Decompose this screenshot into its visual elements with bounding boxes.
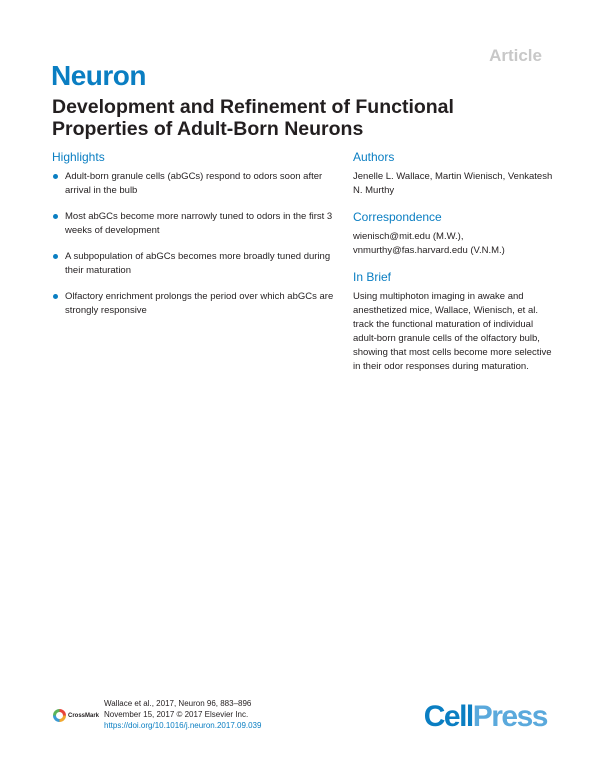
- highlight-item: [52, 170, 337, 198]
- correspondence-email-wienisch[interactable]: wienisch@mit.edu (M.W.),: [353, 231, 464, 242]
- correspondence-heading: Correspondence: [353, 210, 442, 224]
- highlight-text: Adult-born granule cells (abGCs) respond to odors soon after arrival in the bulb: [65, 171, 323, 196]
- correspondence-email-murthy[interactable]: vnmurthy@fas.harvard.edu (V.N.M.): [353, 245, 505, 256]
- authors-list: Jenelle L. Wallace, Martin Wienisch, Venkatesh N. Murthy: [353, 171, 553, 196]
- in-brief-section: [353, 270, 553, 374]
- cellpress-logo: [424, 702, 547, 732]
- bullet-icon: [53, 214, 58, 219]
- citation-text: Wallace et al., 2017, Neuron 96, 883–896: [104, 699, 252, 708]
- journal-name: Neuron: [51, 60, 146, 91]
- highlight-text: Most abGCs become more narrowly tuned to odors in the first 3 weeks of development: [65, 211, 333, 236]
- in-brief-heading: In Brief: [353, 270, 392, 284]
- highlight-text: Olfactory enrichment prolongs the period over which abGCs are strongly responsive: [65, 291, 334, 316]
- highlights-heading: Highlights: [52, 150, 105, 164]
- bullet-icon: [53, 254, 58, 259]
- sidebar-column: [353, 150, 553, 386]
- in-brief-text: Using multiphoton imaging in awake and anesthetized mice, Wallace, Wienisch, et al. track the functional maturation of individual adult-born granule cells of the olfactory bulb, showing that most cells become more selective in their odor responses during maturation.: [353, 291, 552, 372]
- cellpress-logo-cell: Cell: [423, 700, 473, 733]
- article-title: Development and Refinement of Functional Properties of Adult-Born Neurons: [52, 96, 454, 140]
- doi-link[interactable]: https://doi.org/10.1016/j.neuron.2017.09.039: [104, 721, 262, 730]
- bullet-icon: [53, 294, 58, 299]
- correspondence-section: [353, 210, 553, 258]
- authors-section: [353, 150, 553, 198]
- publication-date: November 15, 2017 © 2017 Elsevier Inc.: [104, 710, 249, 719]
- highlight-item: [52, 210, 337, 238]
- page-footer: [53, 698, 553, 738]
- bullet-icon: [53, 174, 58, 179]
- highlights-section: [52, 150, 337, 330]
- highlight-item: [52, 290, 337, 318]
- highlight-text: A subpopulation of abGCs becomes more broadly tuned during their maturation: [65, 251, 331, 276]
- highlight-item: [52, 250, 337, 278]
- citation-block: [104, 698, 261, 731]
- crossmark-icon: [53, 709, 66, 722]
- highlights-list: [52, 170, 337, 318]
- crossmark-badge[interactable]: [53, 709, 99, 722]
- article-type-label: Article: [489, 46, 542, 65]
- crossmark-label: CrossMark: [68, 712, 100, 719]
- authors-heading: Authors: [353, 150, 395, 164]
- cellpress-logo-press: Press: [472, 700, 547, 733]
